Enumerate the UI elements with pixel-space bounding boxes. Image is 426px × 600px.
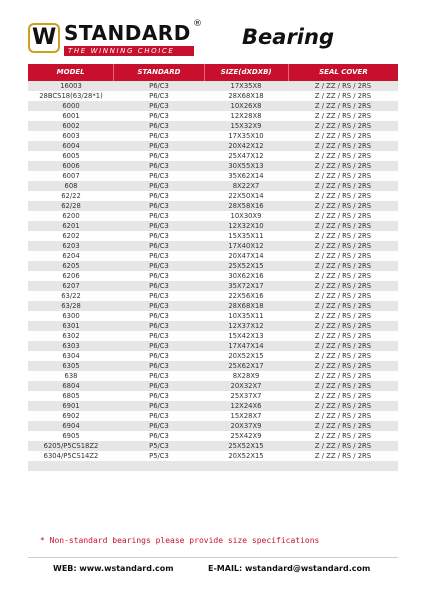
cell-seal-cover: Z / ZZ / RS / 2RS xyxy=(314,452,372,460)
cell-model: 6904 xyxy=(62,422,80,430)
table-row xyxy=(28,211,398,221)
cell-standard: P6/C3 xyxy=(149,152,169,160)
cell-size: 25X37X7 xyxy=(230,392,262,400)
cell-model: 6300 xyxy=(62,312,80,320)
cell-seal-cover: Z / ZZ / RS / 2RS xyxy=(314,372,372,380)
cell-size: 15X32X9 xyxy=(230,122,262,130)
cell-seal-cover: Z / ZZ / RS / 2RS xyxy=(314,112,372,120)
cell-size: 30X62X16 xyxy=(228,272,264,280)
header-model: MODEL xyxy=(28,64,114,81)
table-row xyxy=(28,251,398,261)
table-row xyxy=(28,311,398,321)
cell-model: 63/22 xyxy=(61,292,81,300)
cell-standard: P5/C3 xyxy=(149,442,169,450)
cell-standard: P6/C3 xyxy=(149,142,169,150)
cell-size: 20X37X9 xyxy=(230,422,262,430)
cell-seal-cover: Z / ZZ / RS / 2RS xyxy=(314,402,372,410)
table-row xyxy=(28,281,398,291)
table-row xyxy=(28,241,398,251)
cell-standard: P6/C3 xyxy=(149,432,169,440)
table-row xyxy=(28,121,398,131)
cell-model: 6007 xyxy=(62,172,80,180)
table-row xyxy=(28,261,398,271)
cell-size: 25X52X15 xyxy=(228,442,264,450)
cell-size: 20X52X15 xyxy=(228,452,264,460)
cell-size: 35X62X14 xyxy=(228,172,264,180)
cell-seal-cover: Z / ZZ / RS / 2RS xyxy=(314,232,372,240)
cell-standard: P5/C3 xyxy=(149,452,169,460)
cell-seal-cover: Z / ZZ / RS / 2RS xyxy=(314,82,372,90)
cell-seal-cover: Z / ZZ / RS / 2RS xyxy=(314,252,372,260)
cell-standard: P6/C3 xyxy=(149,402,169,410)
cell-size: 8X28X9 xyxy=(232,372,260,380)
cell-standard: P6/C3 xyxy=(149,322,169,330)
cell-model: 62/28 xyxy=(61,202,81,210)
cell-standard: P6/C3 xyxy=(149,342,169,350)
cell-model: 6901 xyxy=(62,402,80,410)
table-row xyxy=(28,401,398,411)
table-row xyxy=(28,171,398,181)
cell-standard: P6/C3 xyxy=(149,172,169,180)
header-seal-cover: SEAL COVER xyxy=(319,68,368,76)
cell-standard: P6/C3 xyxy=(149,112,169,120)
cell-model: 6204 xyxy=(62,252,80,260)
cell-model: 6902 xyxy=(62,412,80,420)
table-row xyxy=(28,221,398,231)
cell-standard: P6/C3 xyxy=(149,202,169,210)
cell-standard: P6/C3 xyxy=(149,102,169,110)
table-row xyxy=(28,361,398,371)
cell-standard: P6/C3 xyxy=(149,292,169,300)
cell-seal-cover: Z / ZZ / RS / 2RS xyxy=(314,162,372,170)
cell-seal-cover: Z / ZZ / RS / 2RS xyxy=(314,212,372,220)
footer-web: WEB: www.wstandard.com xyxy=(53,564,174,573)
cell-size: 22X56X16 xyxy=(228,292,264,300)
table-row xyxy=(28,301,398,311)
cell-model: 16003 xyxy=(60,82,82,90)
page-footer xyxy=(28,564,398,576)
table-row xyxy=(28,331,398,341)
table-row xyxy=(28,271,398,281)
cell-standard: P6/C3 xyxy=(149,282,169,290)
table-header xyxy=(28,64,398,81)
table-row xyxy=(28,191,398,201)
cell-model: 6301 xyxy=(62,322,80,330)
cell-model: 62/22 xyxy=(61,192,81,200)
cell-seal-cover: Z / ZZ / RS / 2RS xyxy=(314,392,372,400)
table-row xyxy=(28,411,398,421)
cell-model: 6804 xyxy=(62,382,80,390)
nonstandard-note: * Non-standard bearings please provide size specifications xyxy=(40,536,320,545)
cell-seal-cover: Z / ZZ / RS / 2RS xyxy=(314,122,372,130)
cell-size: 10X30X9 xyxy=(230,212,262,220)
cell-size: 17X40X12 xyxy=(228,242,264,250)
cell-standard: P6/C3 xyxy=(149,272,169,280)
cell-standard: P6/C3 xyxy=(149,262,169,270)
cell-seal-cover: Z / ZZ / RS / 2RS xyxy=(314,362,372,370)
cell-standard: P6/C3 xyxy=(149,162,169,170)
cell-size: 12X37X12 xyxy=(228,322,264,330)
cell-size: 17X47X14 xyxy=(228,342,264,350)
table-row xyxy=(28,91,398,101)
cell-standard: P6/C3 xyxy=(149,382,169,390)
cell-size: 20X47X14 xyxy=(228,252,264,260)
table-row xyxy=(28,391,398,401)
cell-standard: P6/C3 xyxy=(149,412,169,420)
brand-name: STANDARD xyxy=(64,21,191,45)
cell-model: 6201 xyxy=(62,222,80,230)
cell-seal-cover: Z / ZZ / RS / 2RS xyxy=(314,312,372,320)
cell-model: 6005 xyxy=(62,152,80,160)
cell-standard: P6/C3 xyxy=(149,212,169,220)
cell-standard: P6/C3 xyxy=(149,372,169,380)
table-row xyxy=(28,291,398,301)
cell-size: 35X72X17 xyxy=(228,282,264,290)
cell-seal-cover: Z / ZZ / RS / 2RS xyxy=(314,382,372,390)
cell-standard: P6/C3 xyxy=(149,222,169,230)
cell-model: 6304/P5CS14Z2 xyxy=(43,452,99,460)
cell-size: 15X35X11 xyxy=(228,232,264,240)
cell-model: 6205/P5CS18Z2 xyxy=(43,442,99,450)
cell-size: 12X24X6 xyxy=(230,402,262,410)
cell-size: 25X62X17 xyxy=(228,362,264,370)
table-row xyxy=(28,141,398,151)
cell-size: 10X26X8 xyxy=(230,102,262,110)
table-row xyxy=(28,151,398,161)
cell-seal-cover: Z / ZZ / RS / 2RS xyxy=(314,132,372,140)
cell-model: 6004 xyxy=(62,142,80,150)
cell-model: 638 xyxy=(64,372,78,380)
cell-model: 6000 xyxy=(62,102,80,110)
cell-seal-cover: Z / ZZ / RS / 2RS xyxy=(314,292,372,300)
cell-standard: P6/C3 xyxy=(149,232,169,240)
table-row xyxy=(28,371,398,381)
cell-seal-cover: Z / ZZ / RS / 2RS xyxy=(314,322,372,330)
cell-model: 6805 xyxy=(62,392,80,400)
cell-seal-cover: Z / ZZ / RS / 2RS xyxy=(314,192,372,200)
header-size: SIZE(dXDXB) xyxy=(205,64,289,81)
cell-standard: P6/C3 xyxy=(149,252,169,260)
cell-seal-cover: Z / ZZ / RS / 2RS xyxy=(314,342,372,350)
cell-size: 10X35X11 xyxy=(228,312,264,320)
table-row xyxy=(28,181,398,191)
cell-size: 17X35X8 xyxy=(230,82,262,90)
cell-seal-cover: Z / ZZ / RS / 2RS xyxy=(314,412,372,420)
table-row xyxy=(28,321,398,331)
cell-standard: P6/C3 xyxy=(149,422,169,430)
cell-model: 6905 xyxy=(62,432,80,440)
table-row xyxy=(28,111,398,121)
table-row xyxy=(28,381,398,391)
cell-standard: P6/C3 xyxy=(149,392,169,400)
cell-model: 6203 xyxy=(62,242,80,250)
cell-model: 6200 xyxy=(62,212,80,220)
cell-standard: P6/C3 xyxy=(149,182,169,190)
cell-model: 608 xyxy=(64,182,78,190)
table-end-row xyxy=(28,461,398,471)
cell-model: 6006 xyxy=(62,162,80,170)
cell-size: 25X47X12 xyxy=(228,152,264,160)
cell-size: 22X50X14 xyxy=(228,192,264,200)
cell-seal-cover: Z / ZZ / RS / 2RS xyxy=(314,282,372,290)
table-row xyxy=(28,81,398,91)
cell-model: 6003 xyxy=(62,132,80,140)
cell-seal-cover: Z / ZZ / RS / 2RS xyxy=(314,442,372,450)
table-row xyxy=(28,451,398,461)
cell-size: 28X68X18 xyxy=(228,302,264,310)
cell-size: 25X52X15 xyxy=(228,262,264,270)
cell-standard: P6/C3 xyxy=(149,82,169,90)
cell-model: 6202 xyxy=(62,232,80,240)
cell-seal-cover: Z / ZZ / RS / 2RS xyxy=(314,222,372,230)
cell-standard: P6/C3 xyxy=(149,192,169,200)
cell-model: 6206 xyxy=(62,272,80,280)
table-row xyxy=(28,441,398,451)
cell-model: 6303 xyxy=(62,342,80,350)
cell-standard: P6/C3 xyxy=(149,362,169,370)
table-row xyxy=(28,231,398,241)
cell-size: 25X42X9 xyxy=(230,432,262,440)
cell-size: 12X28X8 xyxy=(230,112,262,120)
cell-seal-cover: Z / ZZ / RS / 2RS xyxy=(314,302,372,310)
cell-size: 20X32X7 xyxy=(230,382,262,390)
page-title: Bearing xyxy=(242,25,334,49)
cell-seal-cover: Z / ZZ / RS / 2RS xyxy=(314,102,372,110)
cell-seal-cover: Z / ZZ / RS / 2RS xyxy=(314,332,372,340)
brand-tagline: THE WINNING CHOICE xyxy=(64,46,194,56)
cell-model: 6002 xyxy=(62,122,80,130)
cell-seal-cover: Z / ZZ / RS / 2RS xyxy=(314,432,372,440)
cell-seal-cover: Z / ZZ / RS / 2RS xyxy=(314,422,372,430)
cell-seal-cover: Z / ZZ / RS / 2RS xyxy=(314,242,372,250)
cell-model: 6001 xyxy=(62,112,80,120)
table-row xyxy=(28,161,398,171)
table-row xyxy=(28,431,398,441)
brand-mark-letter: W xyxy=(32,25,57,50)
footer-divider xyxy=(28,557,398,558)
cell-seal-cover: Z / ZZ / RS / 2RS xyxy=(314,272,372,280)
brand-mark-icon xyxy=(28,23,60,53)
cell-standard: P6/C3 xyxy=(149,312,169,320)
cell-standard: P6/C3 xyxy=(149,242,169,250)
table-row xyxy=(28,341,398,351)
table-row xyxy=(28,131,398,141)
cell-standard: P6/C3 xyxy=(149,352,169,360)
cell-standard: P6/C3 xyxy=(149,92,169,100)
cell-seal-cover: Z / ZZ / RS / 2RS xyxy=(314,352,372,360)
cell-standard: P6/C3 xyxy=(149,132,169,140)
cell-size: 20X42X12 xyxy=(228,142,264,150)
table-row xyxy=(28,101,398,111)
cell-size: 30X55X13 xyxy=(228,162,264,170)
cell-size: 15X28X7 xyxy=(230,412,262,420)
page-header xyxy=(0,0,426,62)
cell-seal-cover: Z / ZZ / RS / 2RS xyxy=(314,92,372,100)
cell-size: 8X22X7 xyxy=(232,182,260,190)
header-standard: STANDARD xyxy=(114,64,204,81)
table-row xyxy=(28,421,398,431)
cell-model: 6302 xyxy=(62,332,80,340)
cell-size: 28X58X16 xyxy=(228,202,264,210)
cell-model: 6305 xyxy=(62,362,80,370)
cell-seal-cover: Z / ZZ / RS / 2RS xyxy=(314,152,372,160)
table-row xyxy=(28,201,398,211)
brand-logo xyxy=(28,19,202,58)
footer-email: E-MAIL: wstandard@wstandard.com xyxy=(208,564,371,573)
cell-model: 6304 xyxy=(62,352,80,360)
cell-size: 28X68X18 xyxy=(228,92,264,100)
cell-model: 6207 xyxy=(62,282,80,290)
bearing-table xyxy=(28,64,398,471)
table-body xyxy=(28,81,398,461)
cell-standard: P6/C3 xyxy=(149,332,169,340)
cell-model: 6205 xyxy=(62,262,80,270)
table-row xyxy=(28,351,398,361)
cell-seal-cover: Z / ZZ / RS / 2RS xyxy=(314,182,372,190)
cell-seal-cover: Z / ZZ / RS / 2RS xyxy=(314,172,372,180)
cell-standard: P6/C3 xyxy=(149,122,169,130)
cell-size: 17X35X10 xyxy=(228,132,264,140)
registered-mark: ® xyxy=(193,19,202,29)
cell-standard: P6/C3 xyxy=(149,302,169,310)
cell-size: 20X52X15 xyxy=(228,352,264,360)
cell-seal-cover: Z / ZZ / RS / 2RS xyxy=(314,262,372,270)
cell-model: 28BCS18(63/28*1) xyxy=(39,92,103,100)
cell-seal-cover: Z / ZZ / RS / 2RS xyxy=(314,202,372,210)
cell-size: 12X32X10 xyxy=(228,222,264,230)
cell-seal-cover: Z / ZZ / RS / 2RS xyxy=(314,142,372,150)
cell-size: 15X42X13 xyxy=(228,332,264,340)
cell-model: 63/28 xyxy=(61,302,81,310)
